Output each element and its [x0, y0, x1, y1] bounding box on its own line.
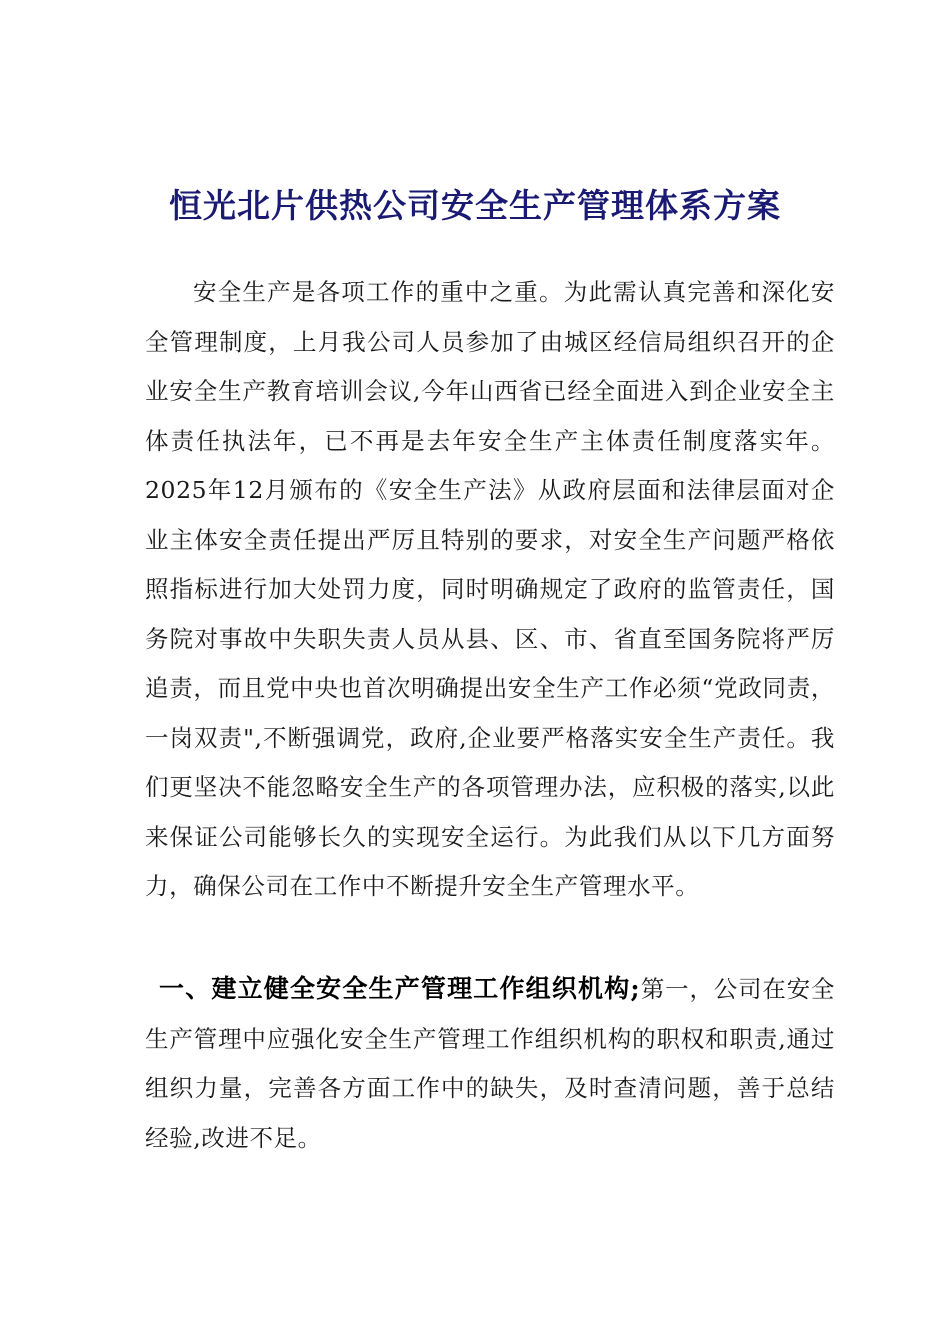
document-title: 恒光北片供热公司安全生产管理体系方案: [169, 186, 781, 225]
intro-paragraph: [145, 268, 835, 912]
section-one-text: 第一，公司在安全生产管理中应强化安全生产管理工作组织机构的职权和职责,通过组织力量，完善各方面工作中的缺失，及时查清问题，善于总结经验,改进不足。: [145, 975, 835, 1152]
section-one-heading: 一、建立健全安全生产管理工作组织机构;: [159, 974, 641, 1003]
section-one-paragraph: [145, 964, 835, 1163]
intro-paragraph-text: 安全生产是各项工作的重中之重。为此需认真完善和深化安全管理制度，上月我公司人员参加了由城区经信局组织召开的企业安全生产教育培训会议,今年山西省已经全面进入到企业安全主体责任执法年，已不再是去年安全生产主体责任制度落实年。2025年12月颁布的《安全生产法》从政府层面和法律层面对企业主体安全责任提出严厉且特别的要求，对安全生产问题严格依照指标进行加大处罚力度，同时明确规定了政府的监管责任，国务院对事故中失职失责人员从县、区、市、省直至国务院将严厉追责，而且党中央也首次明确提出安全生产工作必须“党政同责，一岗双责",不断强调党，政府,企业要严格落实安全生产责任。我们更坚决不能忽略安全生产的各项管理办法，应积极的落实,以此来保证公司能够长久的实现安全运行。为此我们从以下几方面努力，确保公司在工作中不断提升安全生产管理水平。: [145, 278, 835, 900]
